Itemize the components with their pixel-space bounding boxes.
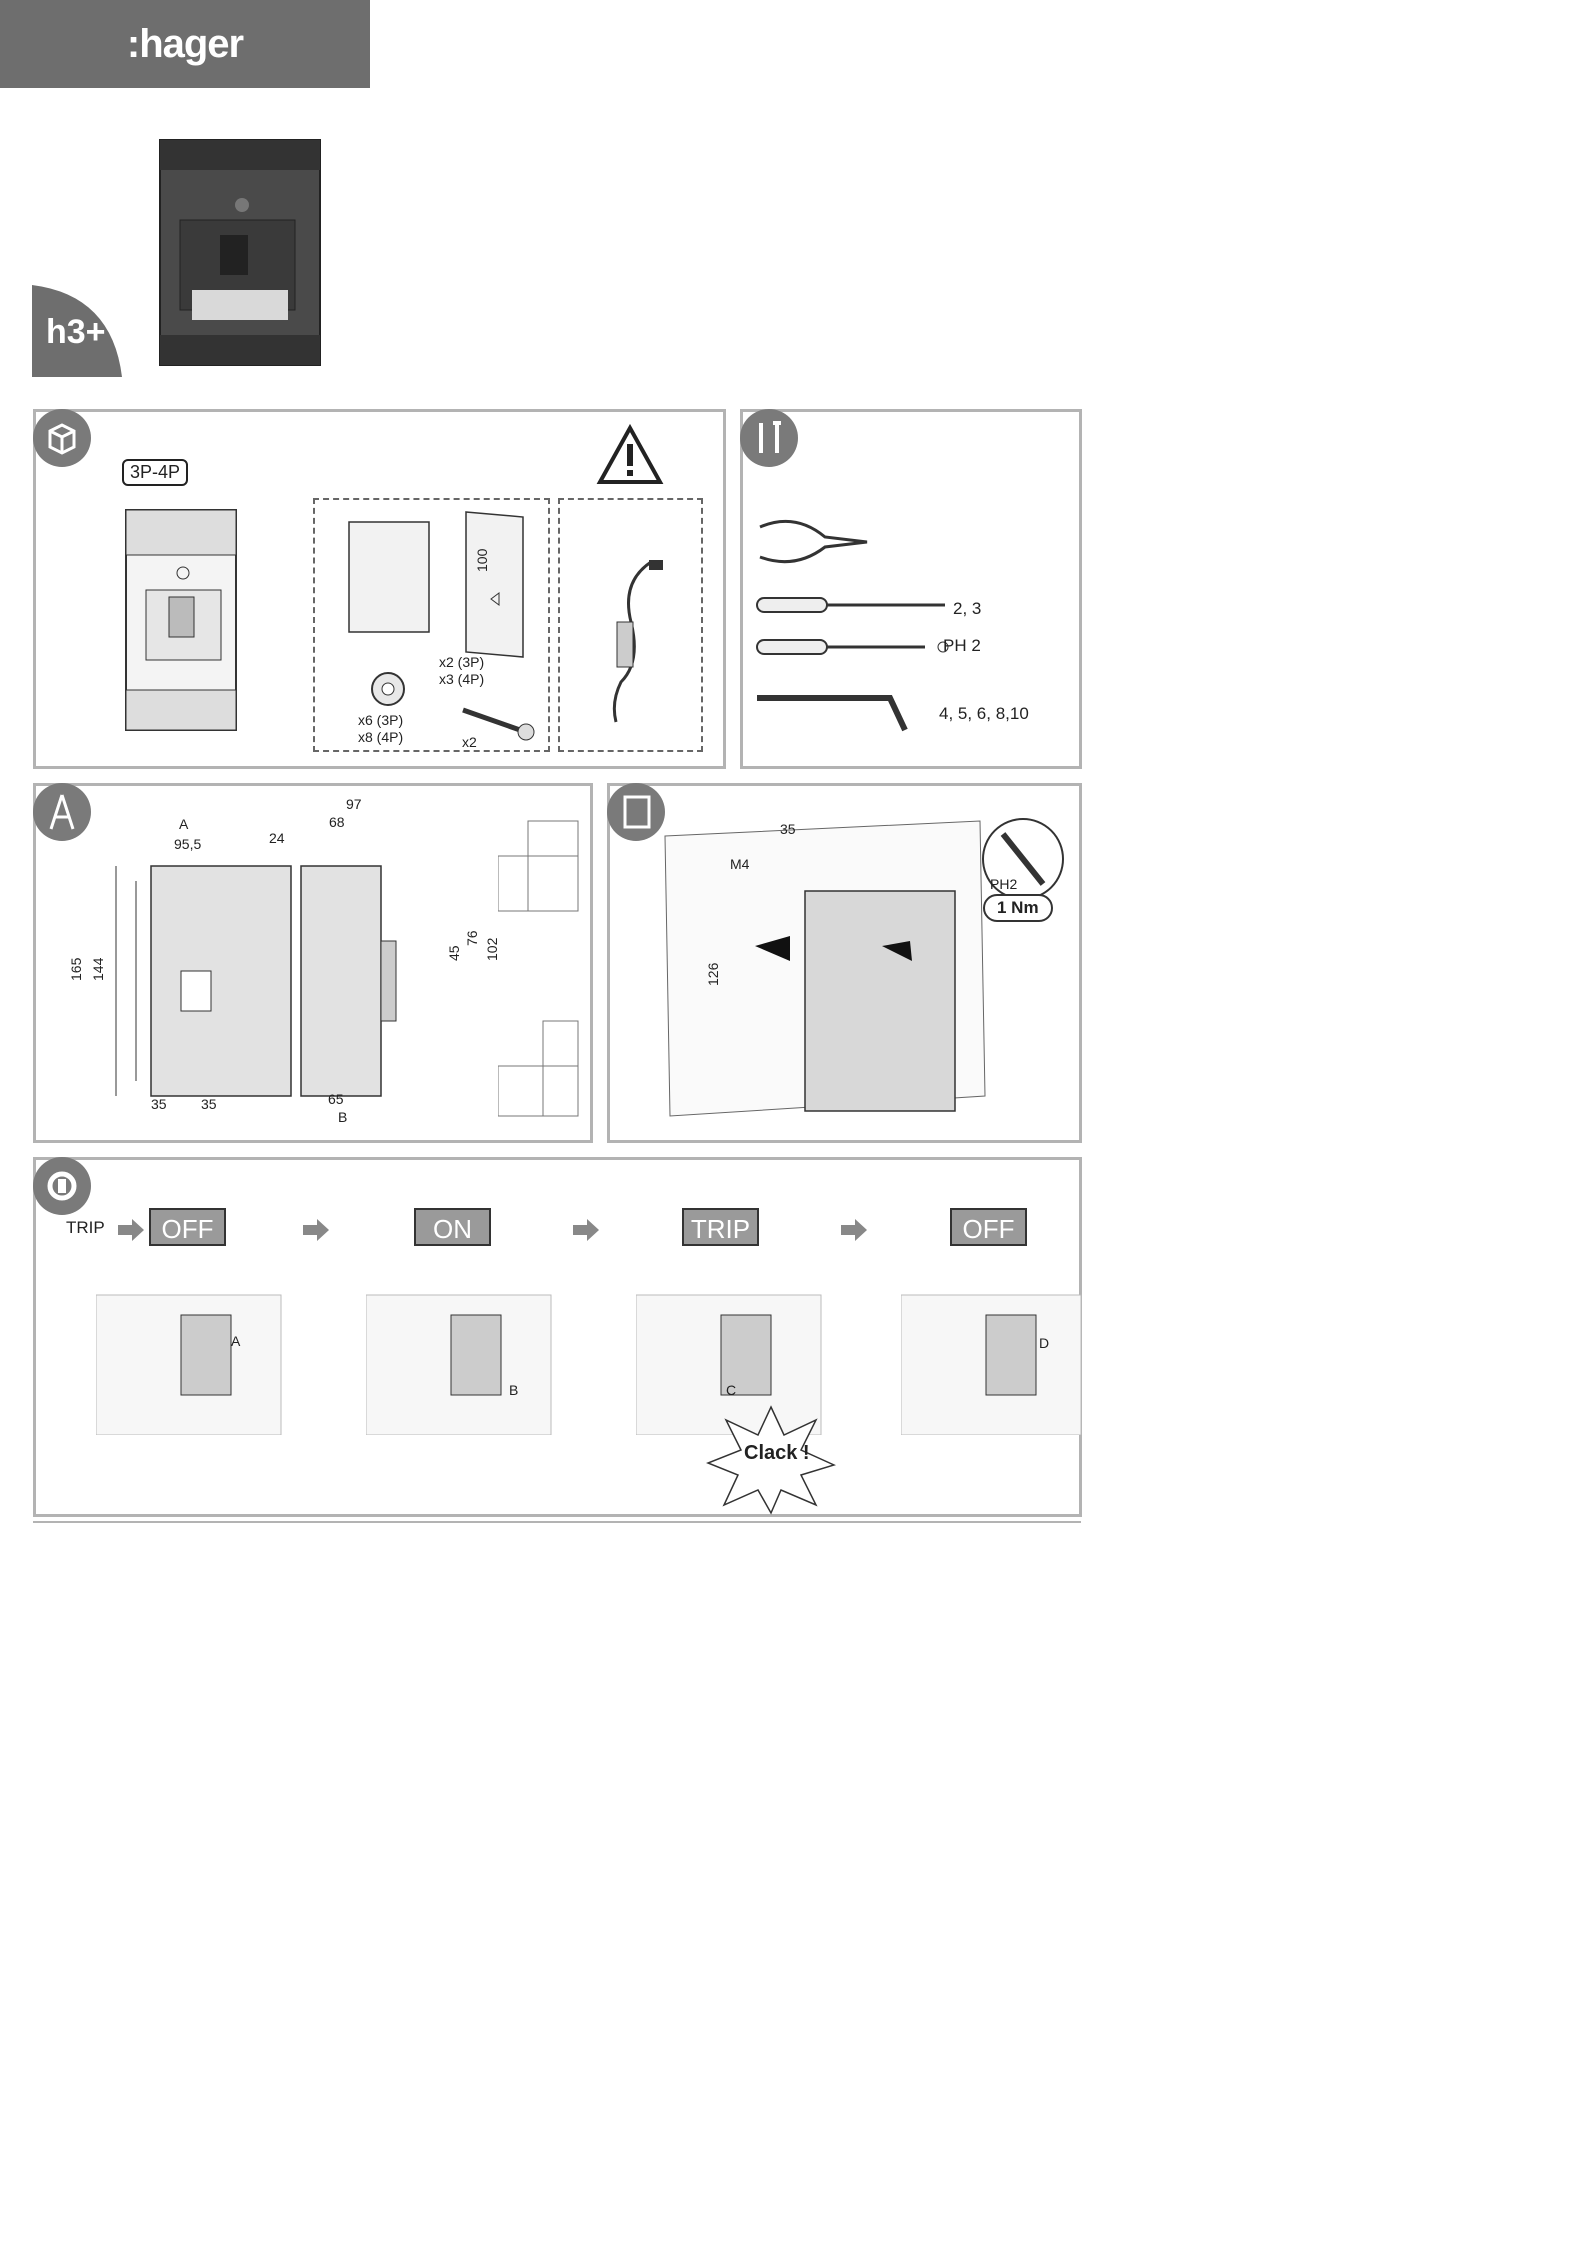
qty-screws: x2: [462, 734, 477, 750]
dim-95-5: 95,5: [174, 836, 202, 852]
qty-nuts-4p: x8 (4P): [358, 729, 404, 745]
flat-sizes: 2, 3: [953, 599, 982, 618]
table-grids: [498, 816, 586, 1126]
phillips-screwdriver-icon: [755, 632, 955, 662]
page-divider: [33, 1521, 1081, 1523]
side-view-drawing: [291, 836, 441, 1126]
trip-label: TRIP: [66, 1218, 105, 1237]
clack-label: Clack !: [744, 1442, 810, 1464]
breaker-drawing: [121, 505, 241, 735]
dim-24: 24: [269, 830, 285, 846]
dim-76: 76: [464, 930, 480, 946]
label-100: 100: [474, 548, 490, 572]
dim-45: 45: [446, 945, 462, 961]
mount-screw-size: M4: [730, 856, 750, 872]
dim-165: 165: [68, 957, 84, 981]
step-b: B: [509, 1382, 519, 1398]
step-c: C: [726, 1382, 737, 1398]
dim-B: B: [338, 1109, 348, 1125]
mount-height: 126: [705, 962, 721, 986]
phillips-size: PH 2: [943, 636, 981, 655]
tools-icon: [740, 409, 798, 467]
dim-35-left: 35: [151, 1096, 167, 1112]
dim-35-right: 35: [201, 1096, 217, 1112]
compass-icon: [33, 783, 91, 841]
qty-nuts-3p: x6 (3P): [358, 712, 404, 728]
dim-68: 68: [329, 814, 345, 830]
manual-icon: [344, 517, 434, 637]
front-view-drawing: [96, 836, 306, 1126]
panel-dimensions: [33, 783, 593, 1143]
dim-102: 102: [484, 937, 500, 961]
arrow-icon: [301, 1218, 331, 1242]
qty-plates-3p: x2 (3P): [439, 654, 485, 670]
arrow-icon: [839, 1218, 869, 1242]
panel-operation: [33, 1157, 1082, 1517]
hex-key-icon: [755, 690, 955, 740]
separator-plate: [461, 507, 531, 662]
mount-torque: 1 Nm: [983, 894, 1053, 922]
dim-144: 144: [90, 957, 106, 981]
dim-A: A: [179, 816, 189, 832]
arrow-icon: [116, 1218, 146, 1242]
flat-screwdriver-icon: [755, 590, 955, 620]
handle-step-a: [96, 1285, 286, 1435]
dim-97: 97: [346, 796, 362, 812]
nut-icon: [366, 667, 410, 711]
state-off-1: OFF: [149, 1208, 226, 1246]
operation-gear-icon: [33, 1157, 91, 1215]
dim-65: 65: [328, 1091, 344, 1107]
step-d: D: [1039, 1335, 1050, 1351]
series-mark: h3+: [46, 313, 106, 351]
handle-step-b: [366, 1285, 556, 1435]
panel-tools: [740, 409, 1082, 769]
mount-spacing: 35: [780, 821, 796, 837]
step-a: A: [231, 1333, 241, 1349]
series-badge: [32, 285, 124, 377]
qty-plates-4p: x3 (4P): [439, 671, 485, 687]
mount-bit: PH2: [990, 876, 1018, 892]
pole-label: 3P-4P: [122, 459, 188, 486]
box-icon: [33, 409, 91, 467]
panel-mounting: [607, 783, 1082, 1143]
hex-sizes: 4, 5, 6, 8,10: [939, 704, 1029, 723]
connection-cable: [581, 552, 681, 732]
brand-logo: :hager: [126, 22, 244, 66]
state-trip: TRIP: [682, 1208, 759, 1246]
state-on: ON: [414, 1208, 491, 1246]
warning-icon: [596, 424, 664, 486]
pliers-icon: [755, 512, 875, 572]
product-image: [150, 130, 330, 375]
state-off-2: OFF: [950, 1208, 1027, 1246]
panel-package-contents: [33, 409, 726, 769]
arrow-icon: [571, 1218, 601, 1242]
handle-step-d: [901, 1285, 1091, 1435]
